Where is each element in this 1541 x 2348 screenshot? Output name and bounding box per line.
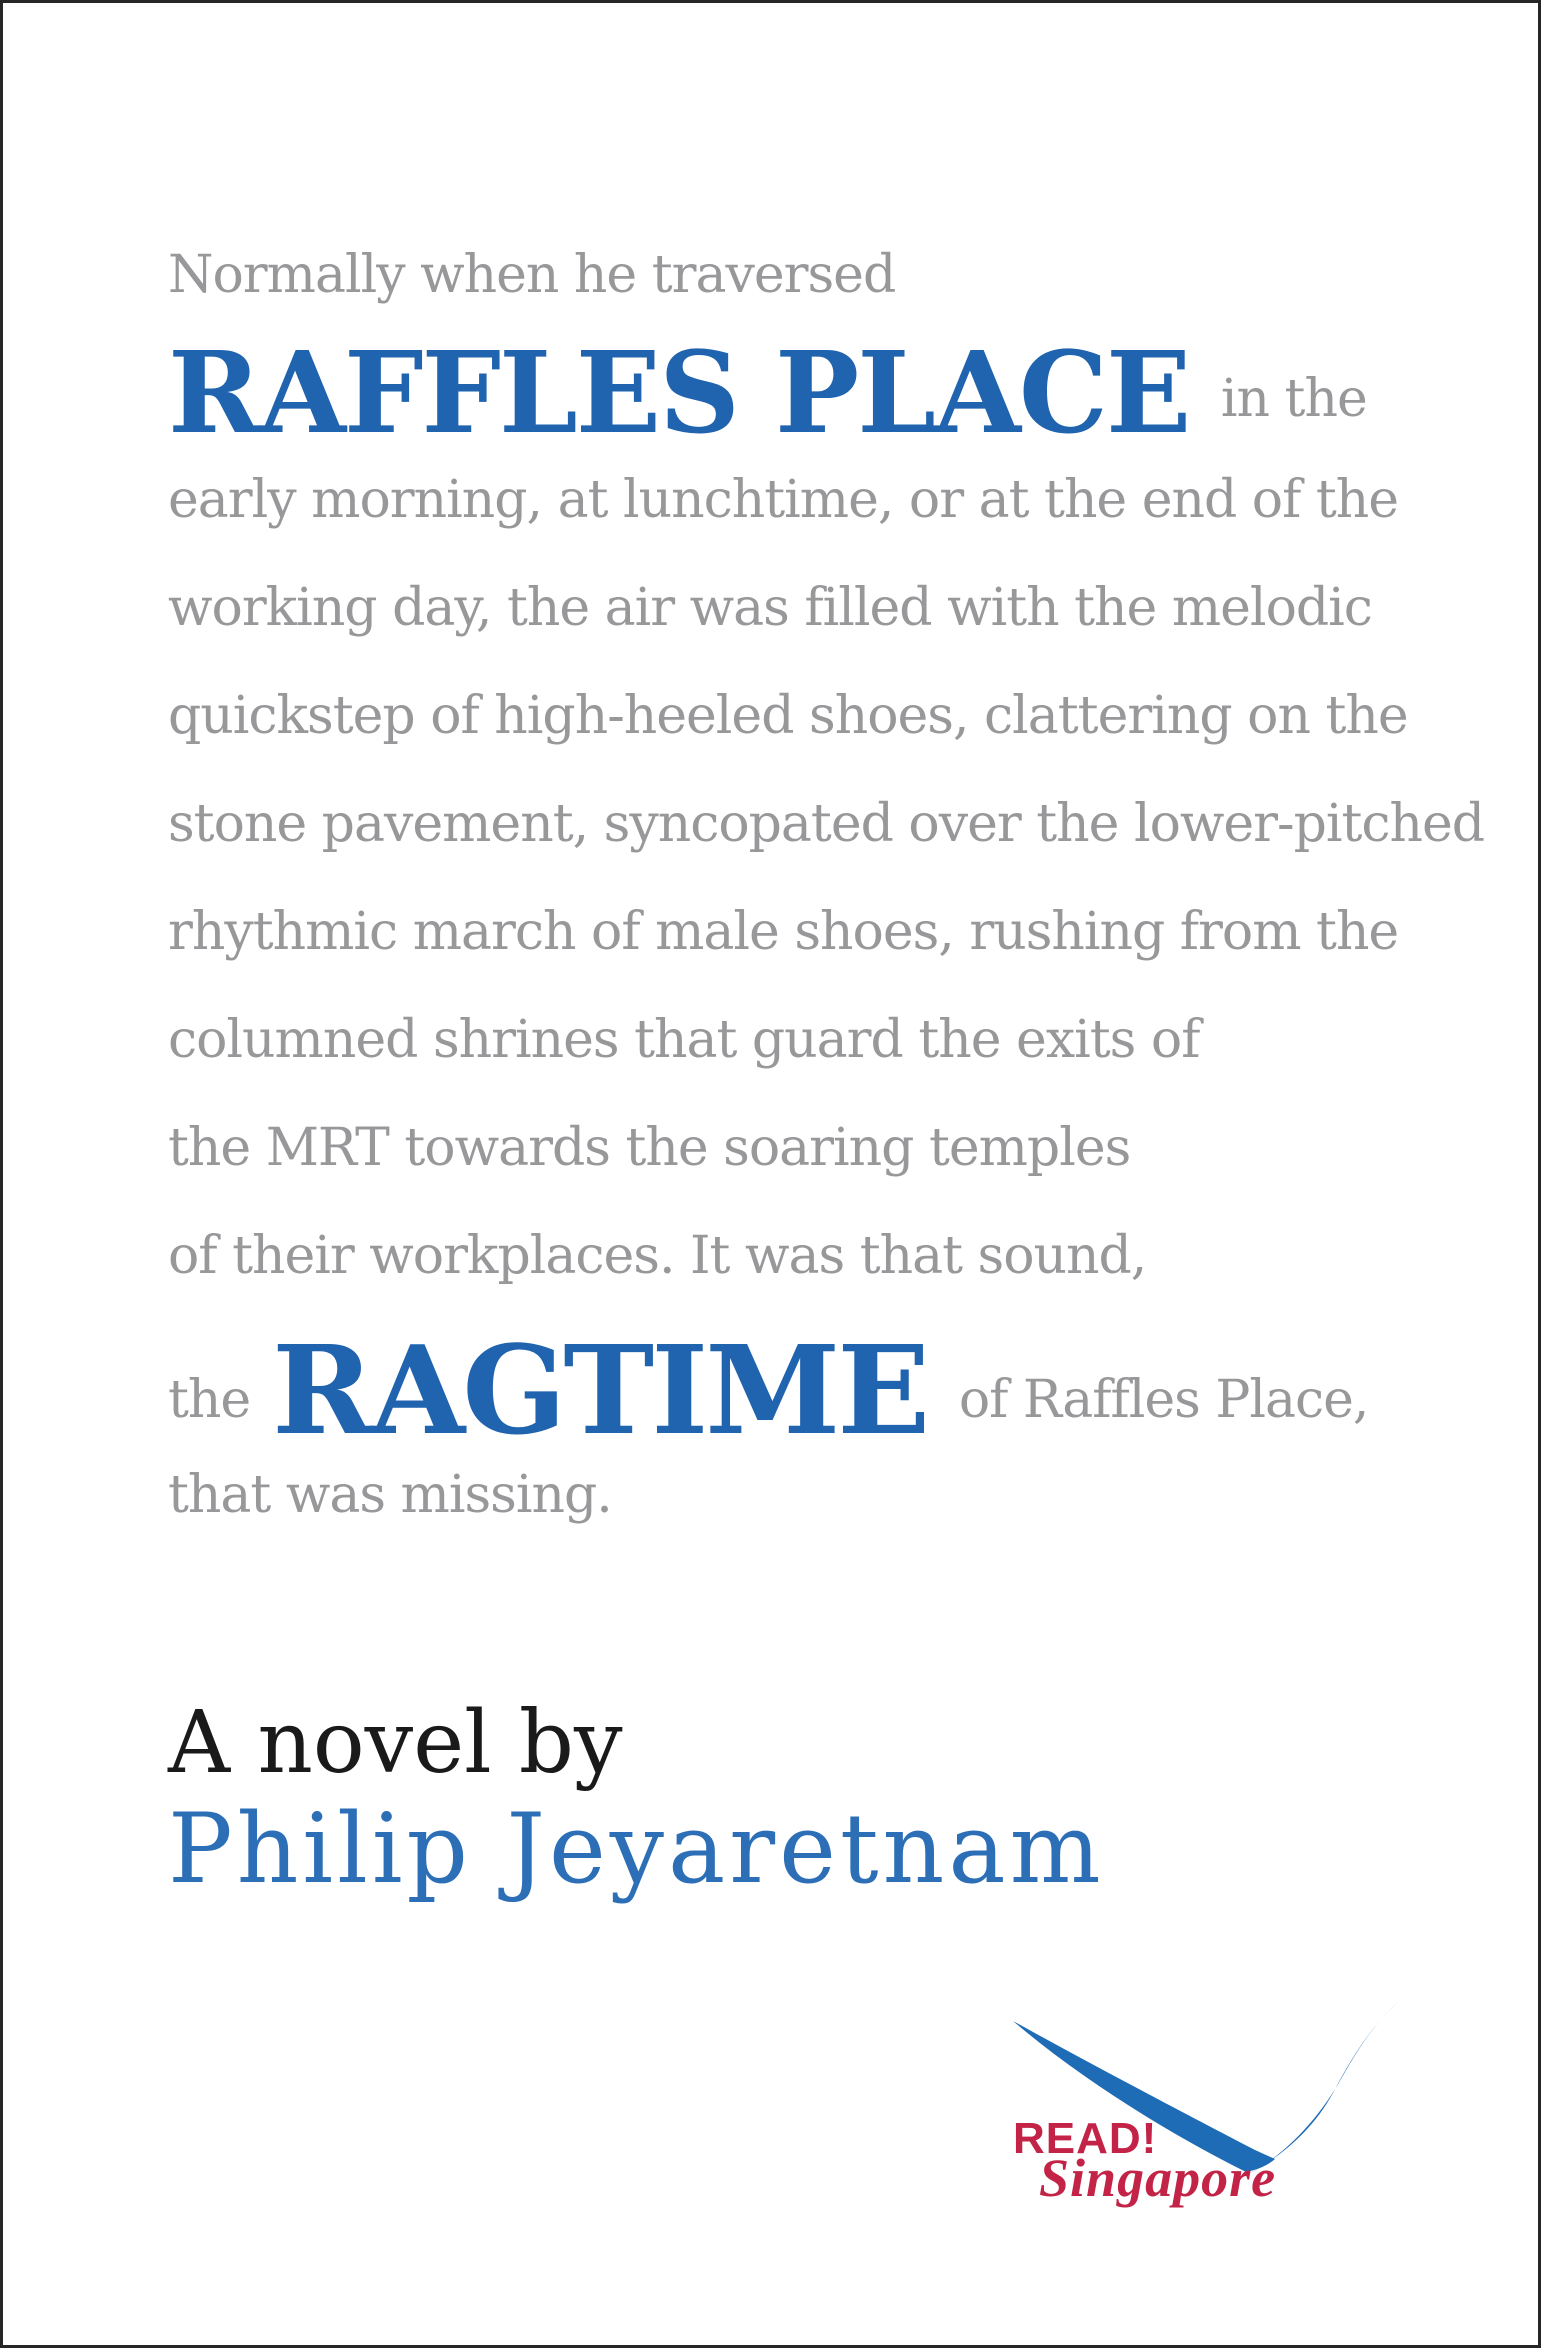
title-line-ragtime bbox=[168, 1318, 1369, 1462]
body-line: rhythmic march of male shoes, rushing from the bbox=[168, 902, 1399, 962]
logo-singapore-label: Singapore bbox=[1039, 2148, 1277, 2208]
body-line: the MRT towards the soaring temples bbox=[168, 1118, 1131, 1178]
title-ragtime-lead: the bbox=[168, 1370, 251, 1430]
read-singapore-logo bbox=[1003, 1993, 1413, 2228]
closing-line: that was missing. bbox=[168, 1465, 612, 1525]
body-line: of their workplaces. It was that sound, bbox=[168, 1226, 1147, 1286]
title-ragtime-tail: of Raffles Place, bbox=[958, 1370, 1369, 1430]
title-line-raffles bbox=[168, 328, 1367, 459]
logo-read-label: READ! bbox=[1013, 2114, 1158, 2163]
author-name: Philip Jeyaretnam bbox=[168, 1793, 1105, 1905]
title-raffles-place: RAFFLES PLACE bbox=[168, 328, 1190, 459]
title-raffles-tail: in the bbox=[1220, 369, 1367, 429]
body-line: stone pavement, syncopated over the lower-pitched bbox=[168, 794, 1485, 854]
title-ragtime: RAGTIME bbox=[272, 1318, 928, 1462]
body-line: working day, the air was filled with the melodic bbox=[168, 578, 1372, 638]
opening-line: Normally when he traversed bbox=[168, 245, 896, 305]
body-line: quickstep of high-heeled shoes, clattering on the bbox=[168, 686, 1408, 746]
body-line: early morning, at lunchtime, or at the end of the bbox=[168, 470, 1399, 530]
byline: A novel by bbox=[168, 1693, 623, 1793]
body-line: columned shrines that guard the exits of bbox=[168, 1010, 1200, 1070]
